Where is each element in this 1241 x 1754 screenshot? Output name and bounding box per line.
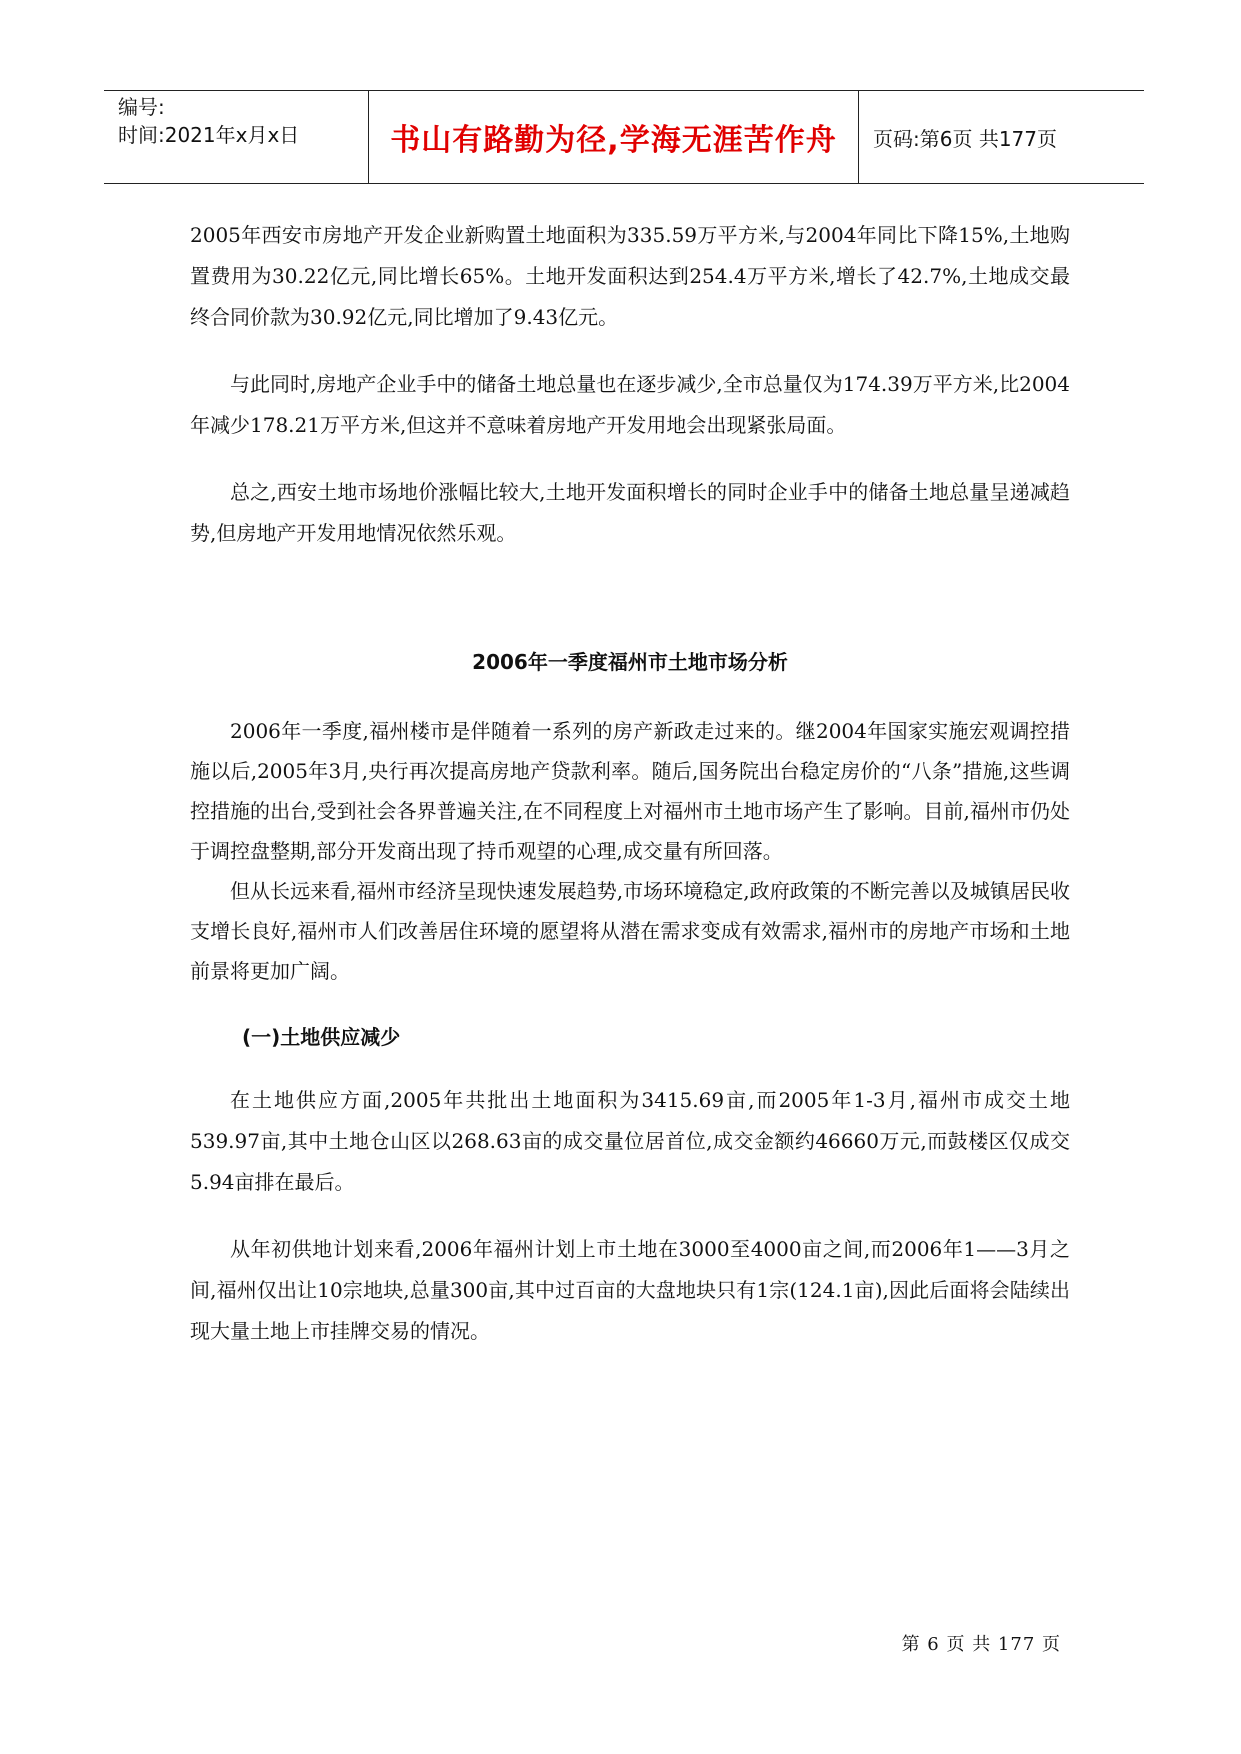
section-title: 2006年一季度福州市土地市场分析 bbox=[472, 650, 788, 674]
paragraph: 在土地供应方面,2005年共批出土地面积为3415.69亩,而2005年1-3月,福州市成交土地539.97亩,其中土地仓山区以268.63亩的成交量位居首位,成交金额约46660万元,而鼓楼区仅成交5.94亩排在最后。 bbox=[190, 1088, 1070, 1194]
header-meta bbox=[104, 91, 369, 183]
paragraph: 总之,西安土地市场地价涨幅比较大,土地开发面积增长的同时企业手中的储备土地总量呈递减趋势,但房地产开发用地情况依然乐观。 bbox=[190, 480, 1070, 545]
header-page-info: 页码:第6页 共177页 bbox=[873, 126, 1057, 151]
paragraph: 2005年西安市房地产开发企业新购置土地面积为335.59万平方米,与2004年同比下降15%,土地购置费用为30.22亿元,同比增长65%。土地开发面积达到254.4万平方米,增长了42.7%,土地成交最终合同价款为30.92亿元,同比增加了9.43亿元。 bbox=[190, 223, 1070, 329]
paragraph: 从年初供地计划来看,2006年福州计划上市土地在3000至4000亩之间,而2006年1——3月之间,福州仅出让10宗地块,总量300亩,其中过百亩的大盘地块只有1宗(124.1亩),因此后面将会陆续出现大量土地上市挂牌交易的情况。 bbox=[190, 1237, 1070, 1343]
page-header bbox=[104, 90, 1144, 184]
paragraph: 与此同时,房地产企业手中的储备土地总量也在逐步减少,全市总量仅为174.39万平方米,比2004年减少178.21万平方米,但这并不意味着房地产开发用地会出现紧张局面。 bbox=[190, 372, 1070, 437]
header-motto: 书山有路勤为径,学海无涯苦作舟 bbox=[369, 91, 859, 183]
paragraph: 2006年一季度,福州楼市是伴随着一系列的房产新政走过来的。继2004年国家实施宏观调控措施以后,2005年3月,央行再次提高房地产贷款利率。随后,国务院出台稳定房价的“八条”措施,这些调控措施的出台,受到社会各界普遍关注,在不同程度上对福州市土地市场产生了影响。目前,福州市仍处于调控盘整期,部分开发商出现了持币观望的心理,成交量有所回落。 bbox=[190, 719, 1070, 863]
document-body bbox=[190, 215, 1070, 1352]
subheading: (一)土地供应减少 bbox=[242, 1025, 401, 1049]
page-footer: 第 6 页 共 177 页 bbox=[901, 1634, 1061, 1655]
time-label: 时间:2021年x月x日 bbox=[118, 123, 300, 147]
number-label: 编号: bbox=[118, 95, 165, 119]
paragraph: 但从长远来看,福州市经济呈现快速发展趋势,市场环境稳定,政府政策的不断完善以及城镇居民收支增长良好,福州市人们改善居住环境的愿望将从潜在需求变成有效需求,福州市的房地产市场和土地前景将更加广阔。 bbox=[190, 879, 1070, 983]
